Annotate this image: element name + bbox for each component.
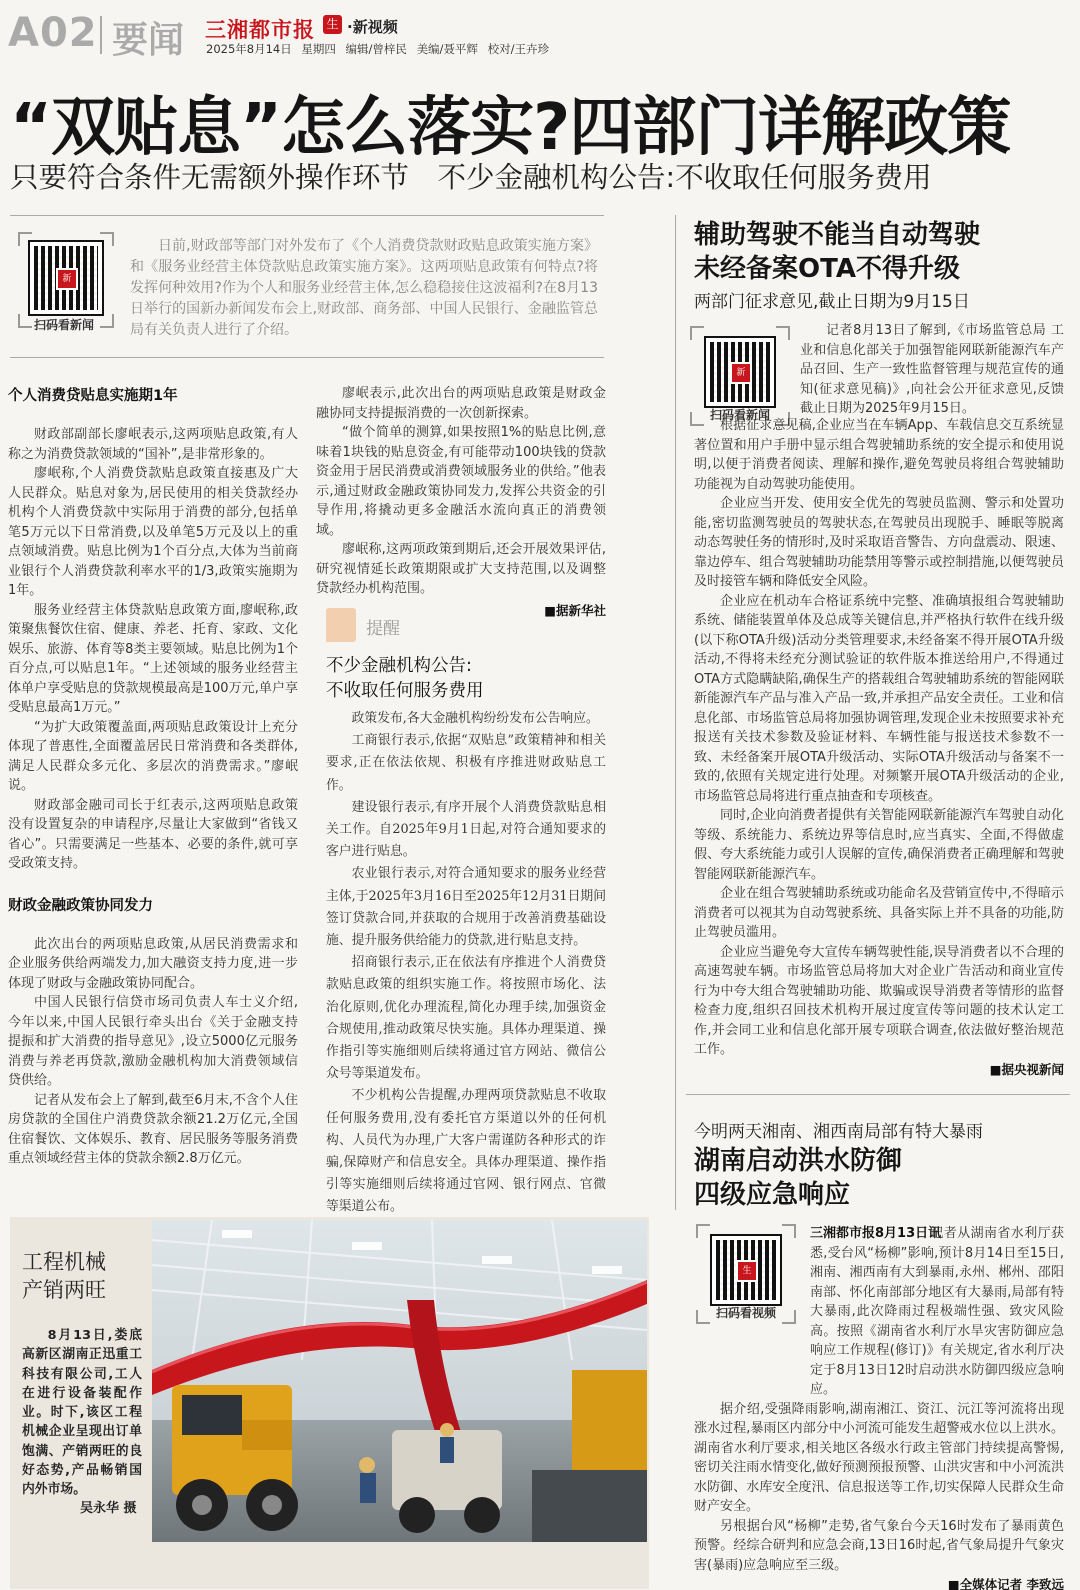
paragraph: 服务业经营主体贷款贴息政策方面,廖岷称,政策聚焦餐饮住宿、健康、养老、托育、家政、文化娱乐、旅游、体育等8类主要领域。贴息比例为1个百分点,可以贴息1年。“上述领域的服务业经营主体单户享受贴息的贷款规模最高是100万元,单户享受贴息最高1万元。” (8, 602, 298, 715)
paragraph: 企业应当避免夸大宣传车辆驾驶性能,误导消费者以不合理的高速驾驶车辆。市场监管总局将加大对企业广告活动和商业宣传行为中夸大组合驾驶辅助功能、欺骗或误导消费者等情形的监督检查力度,组织召回技术机构开展过度宣传等问题的技术认定工作,并会同工业和信息化部开展专项联合调查,依法做好整治规范工作。 (694, 944, 1064, 1057)
paragraph: 另根据台风“杨柳”走势,省气象台今天16时发布了暴雨黄色预警。经综合研判和应急会商,13日16时起,省气象局提升气象灾害(暴雨)应急响应至三级。 (694, 1518, 1064, 1573)
divider (686, 1094, 1070, 1095)
divider (10, 357, 604, 358)
paragraph: 农业银行表示,对符合通知要求的服务业经营主体,于2025年3月16日至2025年12月31日期间签订贷款合同,并获取的合规用于改善消费基础设施、提升服务供给能力的贷款,进行贴息支持。 (326, 866, 606, 949)
paragraph: 财政部金融司司长于红表示,这两项贴息政策没有设置复杂的申请程序,尽量让大家做到“省钱又省心”。只需要满足一些基本、必要的条件,就可享受政策支持。 (8, 797, 298, 871)
article-column-2 (316, 384, 606, 619)
paragraph: “为扩大政策覆盖面,两项贴息政策设计上充分体现了普惠性,全面覆盖居民日常消费和各类群体,满足人民群众多元化、多层次的消费需求。”廖岷说。 (8, 719, 298, 793)
article-subtitle: 两部门征求意见,截止日期为9月15日 (694, 292, 970, 312)
paragraph: 建设银行表示,有序开展个人消费贷款贴息相关工作。自2025年9月1日起,对符合通知要求的客户进行贴息。 (326, 799, 606, 860)
source-credit: ■全媒体记者 李致远 (947, 1577, 1064, 1590)
paragraph: 据介绍,受强降雨影响,湖南湘江、资江、沅江等河流将出现涨水过程,暴雨区内部分中小河流可能发生超警戒水位以上洪水。湖南省水利厅要求,相关地区各级水行政主管部门持续提高警惕,密切关注雨水情变化,做好预测预报预警、山洪灾害和中小河流洪水防御、水库安全度汛、信息报送等工作,切实保障人民群众生命财产安全。 (694, 1401, 1064, 1514)
qr-caption: 扫码看新闻 (33, 318, 94, 332)
qr-frame (690, 326, 790, 426)
issue-info (206, 41, 555, 57)
factory-photo-image (152, 1220, 647, 1542)
qr-center-icon: 新 (56, 268, 78, 290)
lead-paragraph: 日前,财政部等部门对外发布了《个人消费贷款财政贴息政策实施方案》和《服务业经营主体贷款贴息政策实施方案》。这两项贴息政策有何特点?将发挥何种效用?作为个人和服务业经营主体,怎么稳稳接住这波福利?在8月13日举行的国新办新闻发布会上,财政部、商务部、中国人民银行、金融监管总局有关负责人进行了介绍。 (130, 238, 598, 338)
masthead-divider (100, 16, 102, 54)
paragraph: 招商银行表示,正在依法有序推进个人消费贷款贴息政策的组织实施工作。将按照市场化、法治化原则,优化办理流程,简化办理手续,加强资金合规使用,推动政策尽快实施。具体办理渠道、操作指引等实施细则后续将通过官方网站、微信公众号等渠道发布。 (326, 955, 606, 1082)
qr-caption: 扫码看新闻 (709, 408, 770, 422)
paragraph: 此次出台的两项贴息政策,从居民消费需求和企业服务供给两端发力,加大融资支持力度,进一步体现了财政与金融政策协同配合。 (8, 936, 298, 991)
designer: 美编/聂平辉 (416, 42, 478, 56)
paragraph: 政策发布,各大金融机构纷纷发布公告响应。 (351, 711, 599, 726)
paragraph: 企业应当开发、使用安全优先的驾驶员监测、警示和处置功能,密切监测驾驶员的驾驶状态,在驾驶员出现脱手、睡眠等脱离动态驾驶任务的情形时,及时采取语音警告、方向盘震动、限速、靠边停车、组合驾驶辅助功能禁用等警示或控制措施,以便驾驶员及时接管车辆和降低安全风险。 (694, 496, 1064, 589)
paragraph: 根据征求意见稿,企业应当在车辆App、车载信息交互系统显著位置和用户手册中显示组合驾驶辅助系统的安全提示和使用说明,以便于消费者阅读、理解和操作,避免驾驶员将组合驾驶辅助功能视为自动驾驶功能使用。 (694, 418, 1064, 492)
paragraph: “做个简单的测算,如果按照1%的贴息比例,意味着1块钱的贴息资金,有可能带动100块钱的贷款资金用于居民消费或消费领域服务业的供给。”他表示,通过财政金融政策协同发力,发挥公共资金的引导作用,将撬动更多金融活水流向真正的消费领域。 (316, 425, 606, 538)
article-body (694, 416, 1064, 1079)
photo-credit: 吴永华 摄 (80, 1501, 137, 1516)
paragraph: 同时,企业向消费者提供有关智能网联新能源汽车驾驶自动化等级、系统能力、系统边界等信息时,应当真实、全面,不得做虚假、夸大系统能力或引人误解的宣传,确保消费者正确理解和驾驶智能网联新能源汽车。 (694, 808, 1064, 882)
paragraph: 廖岷称,这两项政策到期后,还会开展效果评估,研究视情延长政策期限或扩大支持范围,以及调整贷款经办机构范围。 (316, 542, 606, 596)
section-name: 要闻 (112, 20, 185, 61)
paper-logo-icon: 生 (323, 15, 342, 34)
reminder-label: 提醒 (366, 619, 400, 639)
divider (10, 215, 604, 216)
paragraph: 企业在组合驾驶辅助系统或功能命名及营销宣传中,不得暗示消费者可以视其为自动驾驶系统、具备实际上并不具备的功能,防止驾驶员滥用。 (694, 886, 1064, 940)
paragraph: 工商银行表示,依据“双贴息”政策精神和相关要求,正在依法依规、积极有序推进财政贴息工作。 (326, 733, 606, 793)
article-title-line-1: 湖南启动洪水防御 (694, 1146, 903, 1176)
qr-frame (18, 232, 114, 328)
article-first-paragraph (800, 321, 1064, 419)
qr-center-icon: 新 (730, 362, 752, 384)
main-subheadline: 只要符合条件无需额外操作环节 不少金融机构公告:不收取任何服务费用 (10, 161, 932, 194)
article-title-line-1: 辅助驾驶不能当自动驾驶 (694, 220, 981, 250)
source-credit: ■据央视新闻 (989, 1061, 1064, 1077)
issue-weekday: 星期四 (301, 42, 336, 56)
paragraph: 企业应在机动车合格证系统中完整、准确填报组合驾驶辅助系统、储能装置单体及总成等关键信息,并严格执行软件在线升级(以下称OTA升级)活动分类管理要求,未经备案不得开展OTA升级活动,不得将未经充分测试验证的软件版本推送给用户,不得通过OTA方式隐瞒缺陷,确保生产的搭载组合驾驶辅助系统的智能网联新能源汽车产品与准入产品一致,并承担产品安全责任。工业和信息化部、市场监管总局将加强协调管理,发现企业未按照要求补充报送有关技术参数及验证材料、车辆性能与报送技术参数不一致、未经备案开展OTA升级活动、实际OTA升级活动与备案不一致的,依照有关规定进行处理。对频繁开展OTA升级活动的企业,市场监管总局将进行重点抽查和专项核查。 (694, 593, 1064, 804)
paper-name: 三湘都市报 (205, 18, 315, 42)
paragraph: 廖岷称,个人消费贷款贴息政策直接惠及广大人民群众。贴息对象为,居民使用的相关贷款经办机构个人消费贷款中实际用于消费的部分,包括单笔5万元以下日常消费,以及单笔5万元及以上的重点领域消费。贴息比例为1个百分点,大体为当前商业银行个人消费贷款利率水平的1/3,政策实施期为1年。 (8, 466, 298, 598)
page-number: A02 (8, 10, 98, 56)
section-subtitle: 个人消费贷贴息实施期1年 (8, 388, 178, 404)
issue-date: 2025年8月14日 (206, 42, 292, 56)
reminder-body (326, 708, 606, 1243)
video-brand: ·新视频 (347, 18, 398, 36)
dateline: 三湘都市报8月13日讯 (810, 1226, 942, 1241)
paragraph (694, 1224, 1064, 1400)
section-subtitle: 财政金融政策协同发力 (8, 897, 153, 914)
factory-photo (152, 1220, 647, 1542)
paragraph: 不少机构公告提醒,办理两项贷款贴息不收取任何服务费用,没有委托官方渠道以外的任何机构、人员代为办理,广大客户需谨防各种形式的诈骗,保障财产和信息安全。具体办理渠道、操作指引等实施细则后续将通过官网、银行网点、官微等渠道公布。 (326, 1088, 606, 1215)
qr-code-icon[interactable] (30, 242, 102, 314)
editor: 编辑/曾梓民 (345, 42, 407, 56)
article-title-line-2: 未经备案OTA不得升级 (694, 254, 960, 284)
paragraph: 记者从发布会上了解到,截至6月末,不含个人住房贷款的全国住户消费贷款余额21.2万亿元,全国住宿餐饮、文体娱乐、教育、居民服务等服务消费重点领域经营主体的贷款余额2.8万亿元。 (8, 1092, 298, 1166)
qr-center-icon: 生 (736, 1260, 758, 1282)
photo-caption: 8月13日,娄底高新区湖南正迅重工科技有限公司,工人在进行设备装配作业。时下,该区工程机械企业呈现出订单饱满、产销两旺的良好态势,产品畅销国内外市场。 (22, 1328, 142, 1498)
main-headline: “双贴息”怎么落实?四部门详解政策 (10, 91, 1011, 165)
article-kicker: 今明两天湘南、湘西南局部有特大暴雨 (694, 1122, 983, 1142)
qr-caption: 扫码看视频 (715, 1306, 776, 1320)
proofreader: 校对/王卉珍 (487, 42, 549, 56)
paragraph: 中国人民银行信贷市场司负责人车士义介绍,今年以来,中国人民银行牵头出台《关于金融支持提振和扩大消费的指导意见》,设立5000亿元服务消费与养老再贷款,激励金融机构加大消费领域信贷供给。 (8, 995, 298, 1088)
source-credit: ■据新华社 (544, 602, 606, 618)
column-divider (675, 215, 676, 1210)
qr-code-icon[interactable] (706, 338, 774, 406)
article-title-line-2: 四级应急响应 (694, 1180, 851, 1210)
paragraph: 记者8月13日了解到,《市场监管总局 工业和信息化部关于加强智能网联新能源汽车产品召回、生产一致性监督管理与规范宣传的通知(征求意见稿)》,向社会公开征求意见,反馈截止日期为2025年9月15日。 (800, 323, 1064, 416)
paragraph: 财政部副部长廖岷表示,这两项贴息政策,有人称之为消费贷款领域的“国补”,是非常形象的。 (8, 427, 298, 462)
article-body (694, 1224, 1064, 1590)
reminder-title: 不少金融机构公告: 不收取任何服务费用 (326, 656, 484, 701)
paragraph-text: 记者从湖南省水利厅获悉,受台风“杨柳”影响,预计8月14日至15日,湘南、湘西南有大到暴雨,永州、郴州、邵阳南部、怀化南部部分地区有大暴雨,局部有特大暴雨,此次降雨过程极端性强、致灾风险高。按照《湖南省水利厅水旱灾害防御应急响应工作规程(修订)》有关规定,省水利厅决定于8月13日12时启动洪水防御四级应急响应。 (810, 1226, 1064, 1397)
paragraph: 廖岷表示,此次出台的两项贴息政策是财政金融协同支持提振消费的一次创新探索。 (316, 386, 606, 421)
photo-story-title: 工程机械 产销两旺 (22, 1250, 106, 1302)
article-column-1 (8, 384, 298, 1169)
reminder-icon (326, 608, 356, 642)
